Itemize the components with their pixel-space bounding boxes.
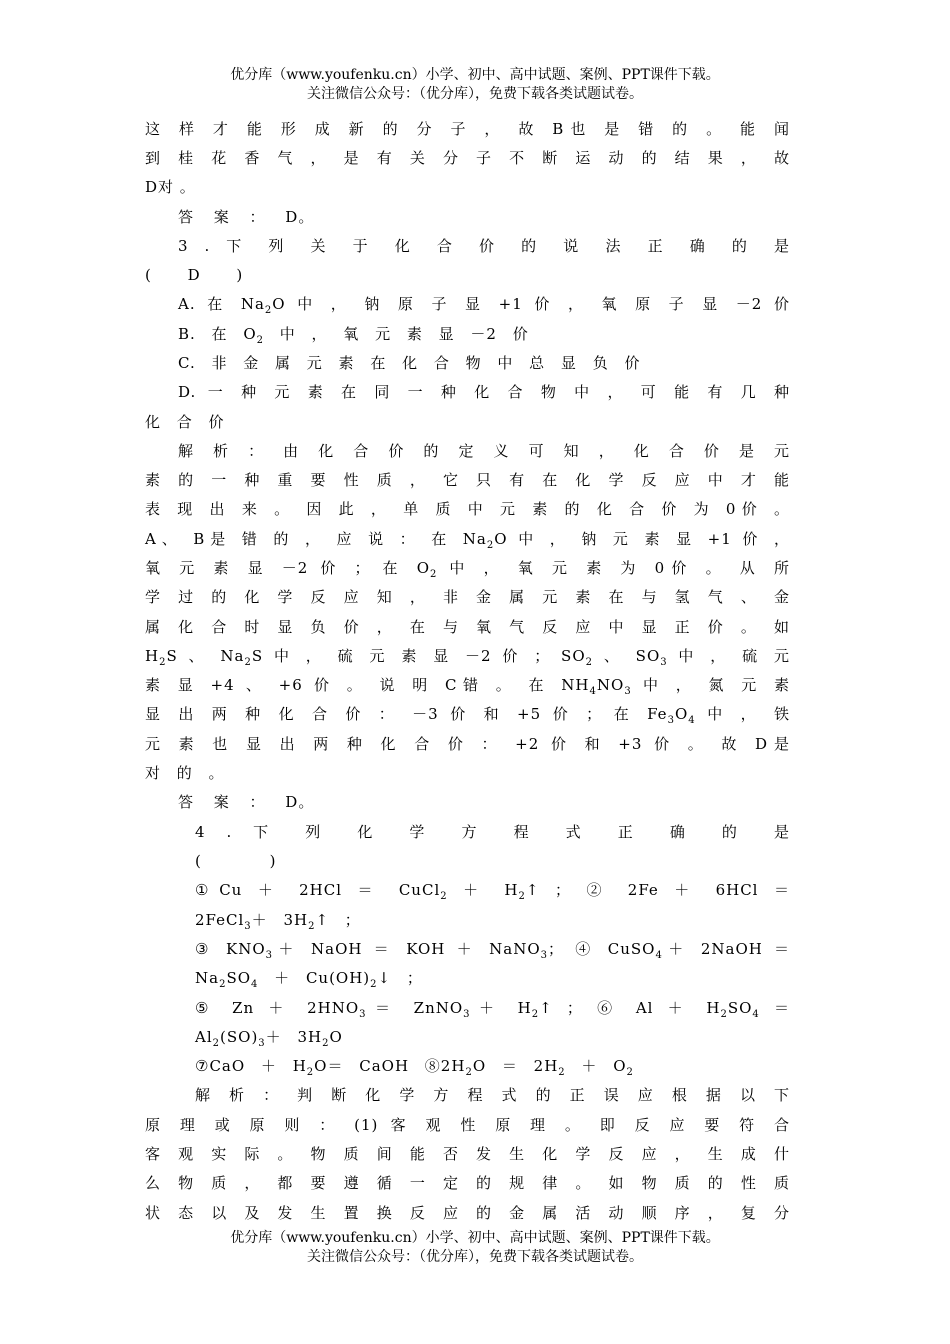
question-4-stem: 4 . 下 列 化 学 方 程 式 正 确 的 是 — [195, 823, 790, 841]
text-run: ↓ ； — [377, 969, 423, 987]
body-line: D对 。 — [145, 178, 196, 196]
text-run: 中 ， 氧 元 素 为 0价 。 从 所 — [437, 559, 790, 577]
body-line: 素 的 一 种 重 要 性 质 ， 它 只 有 在 化 学 反 应 中 才 能 — [145, 471, 790, 489]
subscript: 2 — [264, 305, 273, 316]
analysis-line: 解 析 ： 由 化 合 价 的 定 义 可 知 ， 化 合 价 是 元 — [178, 442, 790, 460]
equation-line — [195, 964, 790, 993]
subscript: 2 — [244, 657, 252, 668]
text-run: ＋ O — [565, 1057, 627, 1075]
subscript: 3 — [258, 1038, 266, 1049]
subscript: 2 — [626, 1067, 634, 1078]
body-line: 属 化 合 时 显 负 价 ， 在 与 氧 气 反 应 中 显 正 价 。 如 — [145, 618, 790, 636]
subscript: 2 — [322, 1038, 330, 1049]
text-run: NO — [596, 676, 625, 694]
subscript: 2 — [486, 540, 495, 551]
text-run: 2FeCl — [195, 911, 245, 929]
option-c: C. 非 金 属 元 素 在 化 合 物 中 总 显 负 价 — [178, 354, 641, 372]
body-line: 到 桂 花 香 气 ， 是 有 关 分 子 不 断 运 动 的 结 果 ， 故 — [145, 149, 790, 167]
subscript: 2 — [558, 1067, 566, 1078]
subscript: 3 — [265, 950, 274, 961]
text-run: ↑ ； ② 2Fe ＋ 6HCl ＝ — [525, 881, 791, 899]
text-run: ＋ NaOH ＝ KOH ＋ NaNO — [273, 940, 541, 958]
body-line — [145, 671, 790, 700]
text-run: 中 ， 铁 — [695, 705, 790, 723]
text-run: ↑ ； ⑥ Al ＋ H — [539, 999, 721, 1017]
body-line: 对 的 。 — [145, 764, 225, 782]
text-run: ＋ 3H — [265, 1028, 323, 1046]
text-run: ； ④ CuSO — [548, 940, 656, 958]
text-run: Al — [195, 1028, 213, 1046]
equation-line — [195, 935, 790, 964]
subscript: 3 — [540, 950, 549, 961]
equation-line — [195, 876, 790, 905]
question-3-stem: 3 . 下 列 关 于 化 合 价 的 说 法 正 确 的 是 — [178, 237, 790, 255]
equation-line — [195, 994, 790, 1023]
body-line: 学 过 的 化 学 反 应 知 ， 非 金 属 元 素 在 与 氢 气 、 金 — [145, 588, 790, 606]
subscript: 2 — [430, 569, 438, 580]
text-run: 、 SO — [593, 647, 661, 665]
subscript: 4 — [752, 1009, 760, 1020]
text-run: ＋ 2NaOH ＝ — [662, 940, 791, 958]
subscript: 2 — [518, 891, 526, 902]
body-line — [145, 700, 790, 729]
subscript: 3 — [244, 921, 252, 932]
text-run: ＋ H — [447, 881, 519, 899]
text-run: ＝ — [759, 999, 790, 1017]
question-3-answer: ( D ) — [145, 266, 244, 284]
body-line: 原 理 或 原 则 ： (1) 客 观 性 原 理 。 即 反 应 要 符 合 — [145, 1116, 790, 1134]
analysis-line: 解 析 ： 判 断 化 学 方 程 式 的 正 误 应 根 据 以 下 — [195, 1086, 790, 1104]
question-4-answer: ( ) — [195, 852, 277, 870]
text-run: 中 ， 硫 元 — [667, 647, 790, 665]
subscript: 3 — [624, 686, 632, 697]
subscript: 2 — [440, 891, 448, 902]
text-run: 素 显 +4 、 +6 价 。 说 明 C错 。 在 NH — [145, 676, 590, 694]
header-line-1: 优分库（www.youfenku.cn）小学、初中、高中试题、案例、PPT课件下载。 — [230, 67, 720, 83]
text-run: 显 出 两 种 化 合 价 ： －3 价 和 +5 价 ； 在 Fe — [145, 705, 668, 723]
body-line: 状 态 以 及 发 生 置 换 反 应 的 金 属 活 动 顺 序 ， 复 分 — [145, 1204, 790, 1222]
text-run: ⑦CaO ＋ H — [195, 1057, 307, 1075]
text-run: S 中 ， 硫 元 素 显 －2 价 ； SO — [251, 647, 586, 665]
subscript: 3 — [667, 715, 675, 726]
text-run: B. 在 O — [178, 325, 257, 343]
subscript: 2 — [212, 1038, 221, 1049]
body-line — [145, 554, 790, 583]
body-line: 客 观 实 际 。 物 质 间 能 否 发 生 化 学 反 应 ， 生 成 什 — [145, 1145, 790, 1163]
text-run: ③ KNO — [195, 940, 266, 958]
subscript: 4 — [655, 950, 663, 961]
text-run: O ＝ 2H — [472, 1057, 559, 1075]
text-run: O 中 ， 钠 元 素 显 +1 价 ， — [494, 530, 790, 548]
answer-line: 答 案 ： D。 — [178, 793, 315, 811]
body-line: 这 样 才 能 形 成 新 的 分 子 ， 故 B也 是 错 的 。 能 闻 — [145, 120, 790, 138]
text-run: 中 ， 氧 元 素 显 －2 价 — [264, 325, 529, 343]
text-run: SO — [226, 969, 252, 987]
page-footer — [0, 1229, 950, 1267]
equation-line — [195, 1023, 790, 1052]
subscript: 3 — [359, 1009, 367, 1020]
text-run: ⑤ Zn ＋ 2HNO — [195, 999, 360, 1017]
subscript: 4 — [589, 686, 597, 697]
subscript: 2 — [159, 657, 167, 668]
text-run: ①Cu ＋ 2HCl ＝ CuCl — [195, 881, 441, 899]
text-run: H — [145, 647, 160, 665]
body-line: 元 素 也 显 出 两 种 化 合 价 ： +2 价 和 +3 价 。 故 D是 — [145, 735, 790, 753]
subscript: 2 — [370, 979, 378, 990]
subscript: 2 — [256, 335, 264, 346]
text-run: O — [329, 1028, 343, 1046]
text-run: S 、 Na — [166, 647, 245, 665]
subscript: 3 — [463, 1009, 471, 1020]
text-run: Na — [195, 969, 220, 987]
equation-line — [195, 906, 790, 935]
subscript: 4 — [688, 715, 696, 726]
text-run: SO — [727, 999, 753, 1017]
option-b — [178, 320, 790, 349]
equation-line — [195, 1052, 790, 1081]
text-run: A、 B是 错 的 ， 应 说 ： 在 Na — [145, 530, 487, 548]
body-line: 么 物 质 ， 都 要 遵 循 一 定 的 规 律 。 如 物 质 的 性 质 — [145, 1174, 790, 1192]
body-line — [145, 525, 790, 554]
header-line-2: 关注微信公众号：（优分库），免费下载各类试题试卷。 — [307, 86, 643, 102]
text-run: O — [674, 705, 689, 723]
answer-line: 答 案 ： D。 — [178, 208, 315, 226]
subscript: 2 — [531, 1009, 540, 1020]
text-run: 氧 元 素 显 －2 价 ； 在 O — [145, 559, 431, 577]
subscript: 2 — [306, 1067, 315, 1078]
subscript: 2 — [585, 657, 594, 668]
text-run: ↑ ； — [315, 911, 361, 929]
text-run: ＋ H — [470, 999, 532, 1017]
text-run: ＋ 3H — [251, 911, 309, 929]
subscript: 4 — [251, 979, 259, 990]
option-a — [178, 290, 790, 319]
page-header — [0, 66, 950, 104]
text-run: (SO) — [220, 1028, 259, 1046]
subscript: 2 — [219, 979, 227, 990]
footer-line-1: 优分库（www.youfenku.cn）小学、初中、高中试题、案例、PPT课件下载。 — [230, 1230, 720, 1246]
text-run: A. 在 Na — [178, 295, 265, 313]
body-line: 化 合 价 — [145, 413, 225, 431]
text-run: O 中 ， 钠 原 子 显 +1 价 ， 氧 原 子 显 －2 价 — [272, 295, 790, 313]
text-run: 中 ， 氮 元 素 — [631, 676, 791, 694]
option-d: D. 一 种 元 素 在 同 一 种 化 合 物 中 ， 可 能 有 几 种 — [178, 383, 790, 401]
body-line — [145, 642, 790, 671]
footer-line-2: 关注微信公众号：（优分库），免费下载各类试题试卷。 — [307, 1249, 643, 1265]
text-run: ＋ Cu(OH) — [258, 969, 371, 987]
subscript: 3 — [660, 657, 668, 668]
text-run: O＝ CaOH ⑧2H — [314, 1057, 466, 1075]
subscript: 2 — [465, 1067, 473, 1078]
body-line: 表 现 出 来 。 因 此 ， 单 质 中 元 素 的 化 合 价 为 0价 。 — [145, 500, 790, 518]
subscript: 2 — [720, 1009, 728, 1020]
subscript: 2 — [308, 921, 316, 932]
text-run: ＝ ZnNO — [366, 999, 464, 1017]
